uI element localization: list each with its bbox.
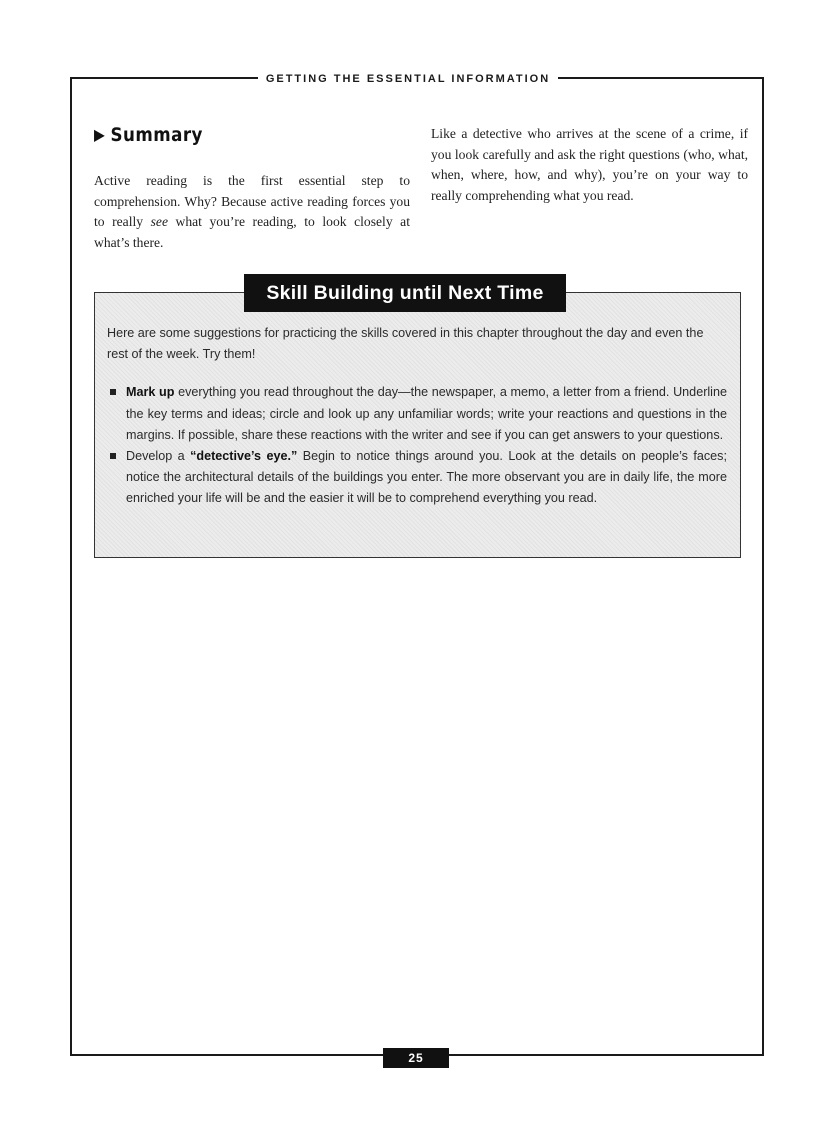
summary-heading-text: Summary — [110, 124, 203, 146]
page-number: 25 — [383, 1048, 449, 1068]
running-head — [0, 69, 816, 87]
skill-building-intro: Here are some suggestions for practicing the skills covered in this chapter throughout the day and even the rest of the week. Try them! — [107, 326, 704, 362]
item-bold-lead: Mark up — [126, 385, 175, 400]
square-bullet-icon — [110, 389, 116, 395]
summary-text-part1: Active reading is the first essential step to comprehension. Why? Because active reading forces you to really — [94, 173, 410, 229]
list-item — [107, 382, 727, 446]
skill-building-title: Skill Building until Next Time — [244, 274, 566, 312]
list-item — [107, 446, 727, 510]
summary-text-part2: what you’re reading, to look closely at what’s there. — [94, 214, 410, 250]
item-text: Begin to notice things around you. Look at the details on people’s faces; notice the architectural details of the buildings you enter. The more observant you are in daily life, the more enriched your life will be and the easier it will be to comprehend everything you read. — [126, 449, 727, 506]
item-prefix: Develop a — [126, 449, 191, 464]
play-arrow-icon: ▶ — [94, 125, 106, 144]
summary-paragraph-left — [94, 171, 410, 253]
square-bullet-icon — [110, 453, 116, 459]
summary-emphasis: see — [150, 214, 168, 229]
summary-left-column — [94, 171, 410, 253]
running-head-text: GETTING THE ESSENTIAL INFORMATION — [258, 71, 558, 87]
summary-right-column — [431, 124, 748, 206]
summary-heading — [94, 124, 203, 146]
item-text: everything you read throughout the day—the newspaper, a memo, a letter from a friend. Underline the key terms and ideas; circle and look up any unfamiliar words; write your reactions and questions in the margins. If possible, share these reactions with the writer and see if you can get answers to your questions. — [126, 385, 727, 442]
summary-paragraph-right: Like a detective who arrives at the scene of a crime, if you look carefully and ask the right questions (who, what, when, where, how, and why), you’re on your way to really comprehending what you read. — [431, 126, 748, 203]
skill-building-list — [107, 382, 727, 509]
skill-building-content — [107, 323, 727, 510]
item-bold-lead: “detective’s eye.” — [190, 449, 298, 464]
